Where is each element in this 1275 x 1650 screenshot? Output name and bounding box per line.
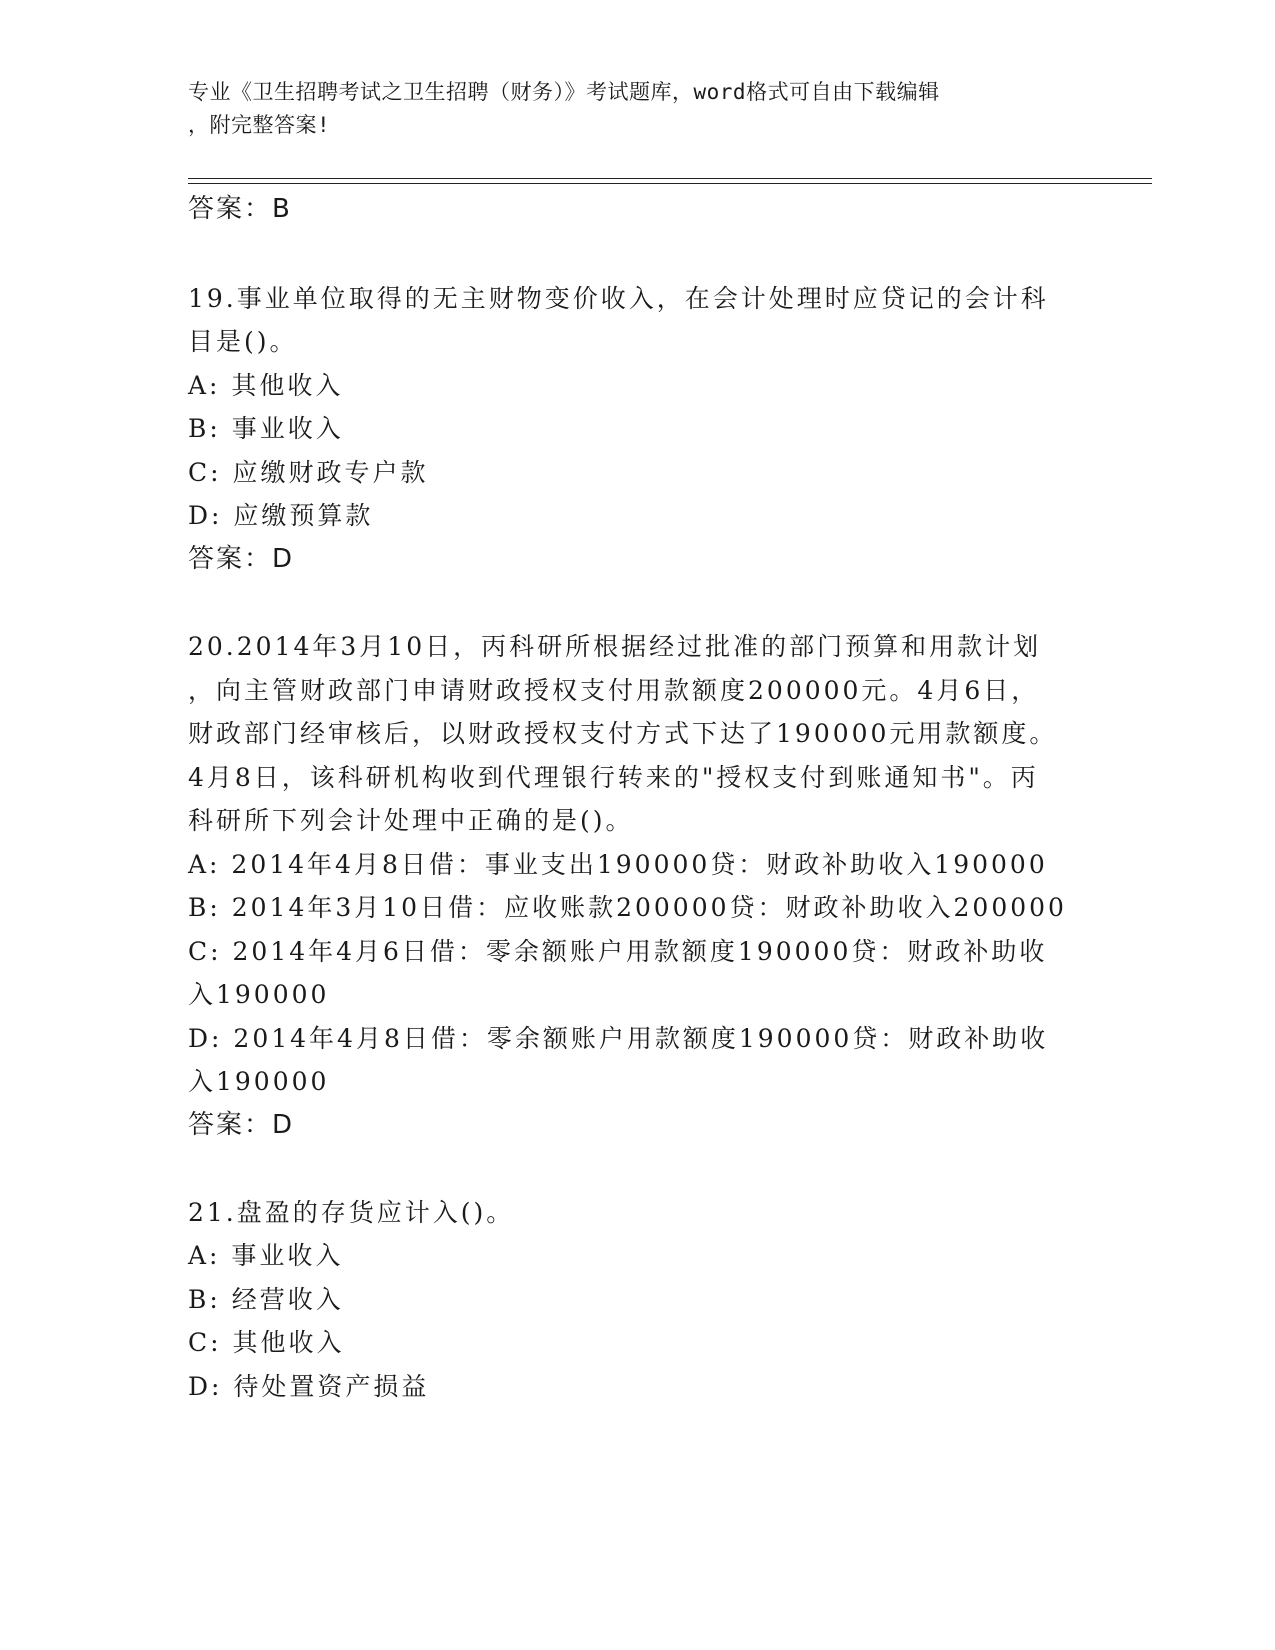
question-19-option-a: A: 其他收入 — [188, 371, 344, 400]
question-20-stem-line: 科研所下列会计处理中正确的是()。 — [188, 806, 634, 835]
question-20-answer: 答案：D — [188, 1110, 295, 1140]
question-20-option-d: D: 2014年4月8日借：零余额账户用款额度190000贷：财政补助收 — [188, 1024, 1049, 1053]
question-19-answer: 答案：D — [188, 544, 295, 574]
question-21-option-c: C: 其他收入 — [188, 1328, 345, 1357]
question-21-stem-line: 21.盘盈的存货应计入()。 — [188, 1198, 515, 1227]
question-21-option-b: B: 经营收入 — [188, 1285, 344, 1314]
question-19-option-c: C: 应缴财政专户款 — [188, 458, 429, 487]
question-20-option-b: B: 2014年3月10日借：应收账款200000贷：财政补助收入200000 — [188, 893, 1067, 922]
question-20-option-d-continued: 入190000 — [188, 1067, 330, 1096]
question-20-option-c: C: 2014年4月6日借：零余额账户用款额度190000贷：财政补助收 — [188, 937, 1048, 966]
question-19-option-b: B: 事业收入 — [188, 414, 344, 443]
question-19-option-d: D: 应缴预算款 — [188, 501, 374, 530]
header-line-2: ，附完整答案! — [188, 113, 331, 137]
document-header — [188, 76, 1068, 142]
question-20-option-c-continued: 入190000 — [188, 980, 330, 1009]
question-21-option-a: A: 事业收入 — [188, 1241, 344, 1270]
question-20-stem-line: 4月8日，该科研机构收到代理银行转来的"授权支付到账通知书"。丙 — [188, 763, 1039, 792]
question-20-stem-line: 20.2014年3月10日，丙科研所根据经过批准的部门预算和用款计划 — [188, 632, 1042, 661]
previous-answer: 答案：B — [188, 194, 292, 224]
header-divider-top — [188, 178, 1152, 179]
header-line-1: 专业《卫生招聘考试之卫生招聘（财务）》考试题库，word格式可自由下载编辑 — [188, 80, 940, 104]
question-20-option-a: A: 2014年4月8日借：事业支出190000贷：财政补助收入190000 — [188, 850, 1048, 879]
question-20-stem-line: 财政部门经审核后，以财政授权支付方式下达了190000元用款额度。 — [188, 719, 1058, 748]
header-divider-bottom — [188, 183, 1152, 184]
question-21-option-d: D: 待处置资产损益 — [188, 1372, 430, 1401]
question-20-stem-line: ，向主管财政部门申请财政授权支付用款额度200000元。4月6日， — [188, 676, 1040, 705]
question-19-stem-line: 19.事业单位取得的无主财物变价收入，在会计处理时应贷记的会计科 — [188, 284, 1049, 313]
question-19-stem-line: 目是()。 — [188, 327, 298, 356]
